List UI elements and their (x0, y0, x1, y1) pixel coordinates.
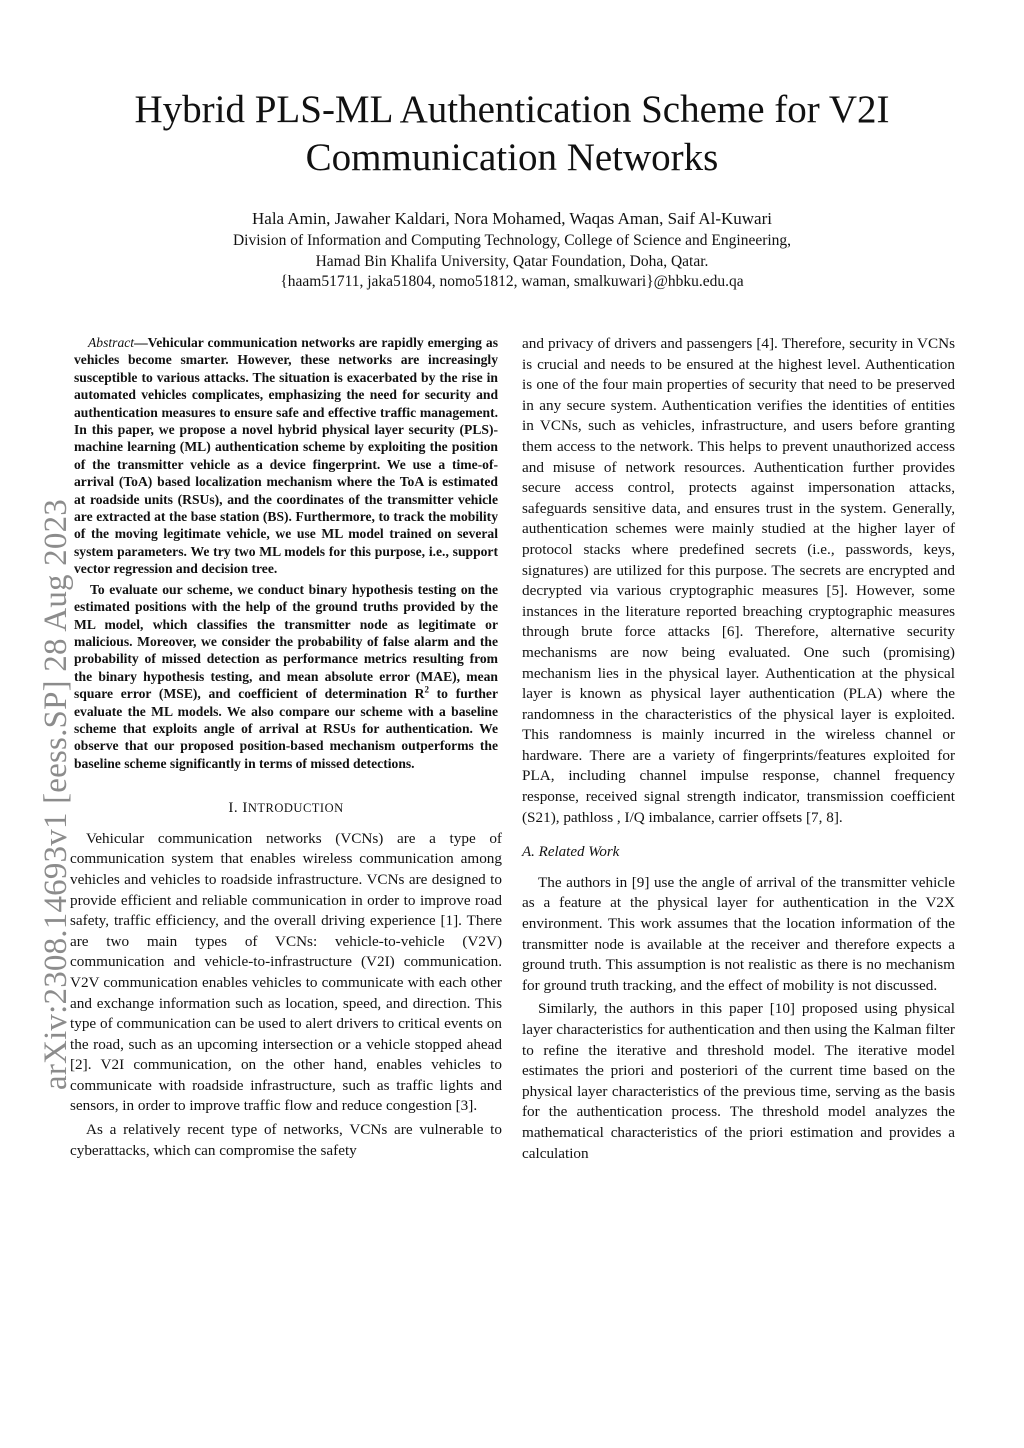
body-paragraph: The authors in [9] use the angle of arrival of the transmitter vehicle as a feature at the physical layer for authentication in the V2X environment. This work assumes that the location information of the transmitter node is available at the receiver and therefore expects a ground truth. This assumption is not realistic as there is no mechanism for ground truth tracking, and the effect of mobility is not discussed. (522, 873, 955, 994)
body-paragraph: Similarly, the authors in this paper [10] proposed using physical layer characteristics for authentication and then using the Kalman filter to refine the iterative and threshold model. The iterative model estimates the priori and posteriori of the current time based on the physical layer characteristics of the previous time, serving as the basis for the authentication process. The threshold model analyzes the mathematical characteristics of the priori estimation and provides a calculation (522, 1000, 955, 1162)
section-heading-introduction (70, 798, 502, 819)
affiliation-line: Division of Information and Computing Technology, College of Science and Engineering, (232, 232, 792, 249)
section-title: NTRODUCTION (247, 801, 344, 816)
subsection-heading-related-work: A. Related Work (522, 844, 620, 861)
affiliation-line: Hamad Bin Khalifa University, Qatar Foundation, Doha, Qatar. (315, 252, 709, 270)
right-column (522, 334, 955, 1164)
body-paragraph: and privacy of drivers and passengers [4]. Therefore, security in VCNs is crucial and needs to be ensured at the highest level. Authentication is one of the four main properties of security that need to be preserved in any secure system. Authentication verifies the identities of entities in VCNs, such as vehicles, infrastructure, and users before granting them access to the network. This helps to prevent unauthorized access and misuse of network resources. Authentication further provides secure access control, protects against impersonation attacks, safeguards sensitive data, and ensures trust in the system. Generally, authentication schemes were mainly studied at the higher layer of protocol stacks where predefined secrets (i.e., passwords, keys, signatures) are utilized for this purpose. The secrets are encrypted and decrypted via various cryptographic measures [5]. However, some instances in the literature reported breaching cryptographic measures through brute force attacks [6]. Therefore, alternative security mechanisms are now being evaluated. One such (promising) mechanism lies in the physical layer. Authentication at the physical layer is known as physical layer authentication (PLA) where the randomness in the characteristics of the physical layer is exploited. This randomness is mainly incurred in the wireless channel or hardware. There are a variety of fingerprints/features exploited for PLA, including channel impulse response, channel frequency response, received signal strength indicator, transmission coefficient (S21), pathloss , I/Q imbalance, carrier offsets [7, 8]. (522, 335, 955, 826)
paper-title (60, 86, 964, 182)
left-column (70, 334, 502, 1161)
body-paragraph: As a relatively recent type of networks, VCNs are vulnerable to cyberattacks, which can compromise the safety (70, 1121, 502, 1159)
abstract-paragraph (74, 581, 498, 772)
superscript: 2 (424, 684, 429, 695)
abstract-paragraph (74, 334, 498, 578)
abstract-text: To evaluate our scheme, we conduct binary hypothesis testing on the estimated positions with the help of the ground truths provided by the ML model, which classifies the transmitter node as legitimate or malicious. Moreover, we consider the probability of false alarm and the probability of missed detection as performance metrics resulting from the binary hypothesis testing, and mean absolute error (MAE), mean square error (MSE), and coefficient of determination R (74, 581, 498, 702)
abstract (70, 334, 502, 772)
abstract-text: —Vehicular communication networks are rapidly emerging as vehicles become smarter. However, these networks are increasingly susceptible to various attacks. The situation is exacerbated by the rise in automated vehicles complicates, emphasizing the need for security and authentication measures to ensure safe and effective traffic management. In this paper, we propose a novel hybrid physical layer security (PLS)-machine learning (ML) authentication scheme by exploiting the position of the transmitter vehicle as a device fingerprint. We use a time-of-arrival (ToA) based localization mechanism where the ToA is estimated at roadside units (RSUs), and the coordinates of the transmitter vehicle are extracted at the base station (BS). Furthermore, to track the mobility of the moving legitimate vehicle, we use ML model trained on several system parameters. We try two ML models for this purpose, i.e., support vector regression and decision tree. (74, 335, 498, 577)
author-list: Hala Amin, Jawaher Kaldari, Nora Mohamed, Waqas Aman, Saif Al-Kuwari (252, 209, 772, 228)
abstract-text: to further evaluate the ML models. We also compare our scheme with a baseline scheme that exploits angle of arrival at RSUs for authentication. We observe that our proposed position-based mechanism outperforms the baseline scheme significantly in terms of missed detections. (74, 686, 498, 771)
body-paragraph: Vehicular communication networks (VCNs) are a type of communication system that enables wireless communication among vehicles and vehicles to roadside infrastructure. VCNs are designed to provide efficient and reliable communication in order to improve road safety, traffic efficiency, and the overall driving experience [1]. There are two main types of VCNs: vehicle-to-vehicle (V2V) communication and vehicle-to-infrastructure (V2I) communication. V2V communication enables vehicles to communicate with each other and exchange information such as location, speed, and direction. This type of communication can be used to alert drivers to critical events on the road, such as an upcoming intersection or a vehicle stopped ahead [2]. V2I communication, on the other hand, enables vehicles to communicate with roadside infrastructure, such as traffic lights and sensors, in order to improve traffic flow and reduce congestion [3]. (70, 829, 502, 1115)
paper-title-line1: Hybrid PLS-ML Authentication Scheme for V2I (134, 88, 890, 131)
abstract-label: Abstract (88, 335, 135, 350)
author-emails: {haam51711, jaka51804, nomo51812, waman, smalkuwari}@hbku.edu.qa (280, 273, 744, 290)
arxiv-identifier: arXiv:2308.14693v1 [eess.SP] 28 Aug 2023 (38, 499, 74, 1090)
section-numeral: I. (228, 800, 243, 817)
affiliation-block (60, 231, 964, 293)
paper-title-line2: Communication Networks (305, 136, 719, 179)
section-initial: I (242, 800, 248, 817)
